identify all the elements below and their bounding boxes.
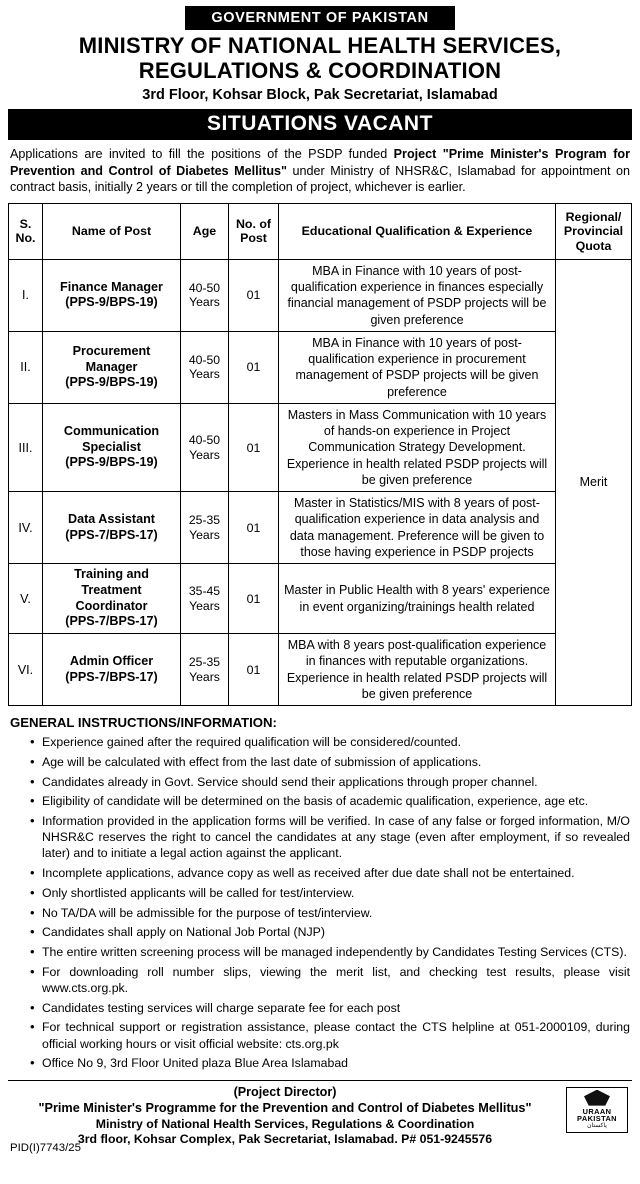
footer-ministry: Ministry of National Health Services, Regulations & Coordination <box>95 1117 475 1132</box>
government-banner-wrap <box>8 6 632 30</box>
list-item: • Incomplete applications, advance copy as well as received after due date shall not be entertained. <box>30 865 630 881</box>
cell-posts: 01 <box>229 492 279 564</box>
list-item: • Office No 9, 3rd Floor United plaza Blue Area Islamabad <box>30 1055 630 1071</box>
logo-line1: URAAN <box>582 1106 612 1116</box>
cell-post <box>43 564 181 634</box>
cell-age: 25-35 Years <box>181 634 229 706</box>
cell-sno: IV. <box>9 492 43 564</box>
cell-posts: 01 <box>229 259 279 331</box>
post-scale: (PPS-9/BPS-19) <box>65 375 158 390</box>
list-item: • No TA/DA will be admissible for the purpose of test/interview. <box>30 905 630 921</box>
cell-posts: 01 <box>229 634 279 706</box>
post-scale: (PPS-7/BPS-17) <box>65 527 158 542</box>
post-scale: (PPS-7/BPS-17) <box>65 614 158 629</box>
list-item: • Candidates testing services will charge separate fee for each post <box>30 1000 630 1016</box>
cell-qualification: Master in Statistics/MIS with 8 years of post-qualification experience in data analysis and data management. Preference will be given to those having experience in PSDP projects <box>279 492 556 564</box>
footer <box>8 1080 632 1155</box>
list-item: • The entire written screening process will be managed independently by Candidates Testing Services (CTS). <box>30 944 630 960</box>
cell-posts: 01 <box>229 331 279 403</box>
table-row <box>9 634 632 706</box>
cell-age: 25-35 Years <box>181 492 229 564</box>
ministry-address: 3rd Floor, Kohsar Block, Pak Secretariat, Islamabad <box>142 87 498 104</box>
government-banner: GOVERNMENT OF PAKISTAN <box>185 6 454 30</box>
uraan-pakistan-logo <box>566 1087 628 1133</box>
post-scale: (PPS-7/BPS-17) <box>65 669 158 684</box>
cell-age: 35-45 Years <box>181 564 229 634</box>
pid-number: PID(I)7743/25 <box>10 1141 81 1154</box>
cell-qualification: Masters in Mass Communication with 10 years of hands-on experience in Project Communication Strategy Development. Experience in health related PSDP projects will be given preference <box>279 403 556 491</box>
list-item: • Candidates already in Govt. Service should send their applications through proper channel. <box>30 774 630 790</box>
intro-project-name: Project "Prime Minister's Program for Prevention and Control of Diabetes Mellitus" <box>10 147 630 178</box>
situations-vacant-banner: SITUATIONS VACANT <box>8 109 632 140</box>
ministry-title-line2: REGULATIONS & COORDINATION <box>138 57 502 83</box>
column-header-post: Name of Post <box>43 204 181 260</box>
general-instructions-list <box>10 734 630 1071</box>
post-title: Training and Treatment Coordinator <box>74 567 149 613</box>
cell-post <box>43 403 181 491</box>
positions-table <box>8 203 632 706</box>
column-header-sno: S. No. <box>9 204 43 260</box>
post-title: Finance Manager <box>60 279 163 294</box>
cell-posts: 01 <box>229 403 279 491</box>
table-header-row <box>9 204 632 260</box>
list-item: • Eligibility of candidate will be determined on the basis of academic qualification, experience, age etc. <box>30 793 630 809</box>
uraan-bird-icon <box>584 1090 610 1106</box>
list-item: • Experience gained after the required qualification will be considered/counted. <box>30 734 630 750</box>
cell-post <box>43 492 181 564</box>
ministry-title <box>8 34 632 83</box>
cell-age: 40-50 Years <box>181 259 229 331</box>
cell-sno: VI. <box>9 634 43 706</box>
post-title: Admin Officer <box>69 653 154 668</box>
cell-post <box>43 634 181 706</box>
project-director-label: (Project Director) <box>233 1084 337 1099</box>
cell-quota: Merit <box>556 259 632 705</box>
post-scale: (PPS-9/BPS-19) <box>65 295 158 310</box>
list-item: • For technical support or registration assistance, please contact the CTS helpline at 051-2000109, during official working hours or visit official website: cts.org.pk <box>30 1019 630 1051</box>
cell-age: 40-50 Years <box>181 331 229 403</box>
footer-center-block <box>8 1085 632 1147</box>
table-row <box>9 259 632 331</box>
intro-part1: Applications are invited to fill the positions of the PSDP funded <box>10 147 394 162</box>
cell-qualification: MBA in Finance with 10 years of post-qualification experience in procurement management of PSDP projects will be given preference <box>279 331 556 403</box>
post-title: Communication Specialist <box>63 423 160 454</box>
list-item: • Information provided in the application forms will be verified. In case of any false or forged information, M/O NHSR&C reserves the right to cancel the candidates at any stage (even after employment, if so revealed later) and to initiate a legal action against the applicant. <box>30 813 630 862</box>
column-header-age: Age <box>181 204 229 260</box>
cell-post <box>43 331 181 403</box>
cell-qualification: MBA with 8 years post-qualification experience in finances with reputable organizations. Experience in health related PSDP projects will be given preference <box>279 634 556 706</box>
footer-address: 3rd floor, Kohsar Complex, Pak Secretariat, Islamabad. P# 051-9245576 <box>77 1132 493 1147</box>
cell-sno: V. <box>9 564 43 634</box>
ministry-title-line1: MINISTRY OF NATIONAL HEALTH SERVICES, <box>78 33 562 58</box>
list-item: • For downloading roll number slips, viewing the merit list, and checking test results, please visit www.cts.org.pk. <box>30 964 630 996</box>
cell-age: 40-50 Years <box>181 403 229 491</box>
table-row <box>9 564 632 634</box>
list-item: • Candidates shall apply on National Job Portal (NJP) <box>30 924 630 940</box>
post-scale: (PPS-9/BPS-19) <box>65 455 158 470</box>
cell-sno: III. <box>9 403 43 491</box>
intro-part2: under Ministry of NHSR&C, Islamabad for appointment on contract basis, initially 2 years or till the completion of project, whichever is earlier. <box>10 163 630 195</box>
column-header-qualification: Educational Qualification & Experience <box>279 204 556 260</box>
list-item: • Age will be calculated with effect from the last date of submission of applications. <box>30 754 630 770</box>
table-row <box>9 403 632 491</box>
column-header-quota: Regional/ Provincial Quota <box>556 204 632 260</box>
cell-sno: I. <box>9 259 43 331</box>
cell-qualification: MBA in Finance with 10 years of post-qualification experience in finances especially financial management of PSDP projects will be given preference <box>279 259 556 331</box>
logo-line3: پاکستان <box>587 1123 607 1130</box>
table-row <box>9 492 632 564</box>
cell-qualification: Master in Public Health with 8 years' experience in event organizing/trainings health related <box>279 564 556 634</box>
column-header-number-of-post: No. of Post <box>229 204 279 260</box>
post-title: Data Assistant <box>67 511 156 526</box>
table-row <box>9 331 632 403</box>
cell-posts: 01 <box>229 564 279 634</box>
intro-paragraph <box>10 146 630 196</box>
cell-post <box>43 259 181 331</box>
post-title: Procurement Manager <box>72 343 151 374</box>
footer-programme-name: "Prime Minister's Programme for the Prevention and Control of Diabetes Mellitus" <box>38 1100 532 1115</box>
logo-line2: PAKISTAN <box>577 1114 617 1124</box>
list-item: • Only shortlisted applicants will be called for test/interview. <box>30 885 630 901</box>
general-instructions-title: GENERAL INSTRUCTIONS/INFORMATION: <box>10 715 277 731</box>
cell-sno: II. <box>9 331 43 403</box>
